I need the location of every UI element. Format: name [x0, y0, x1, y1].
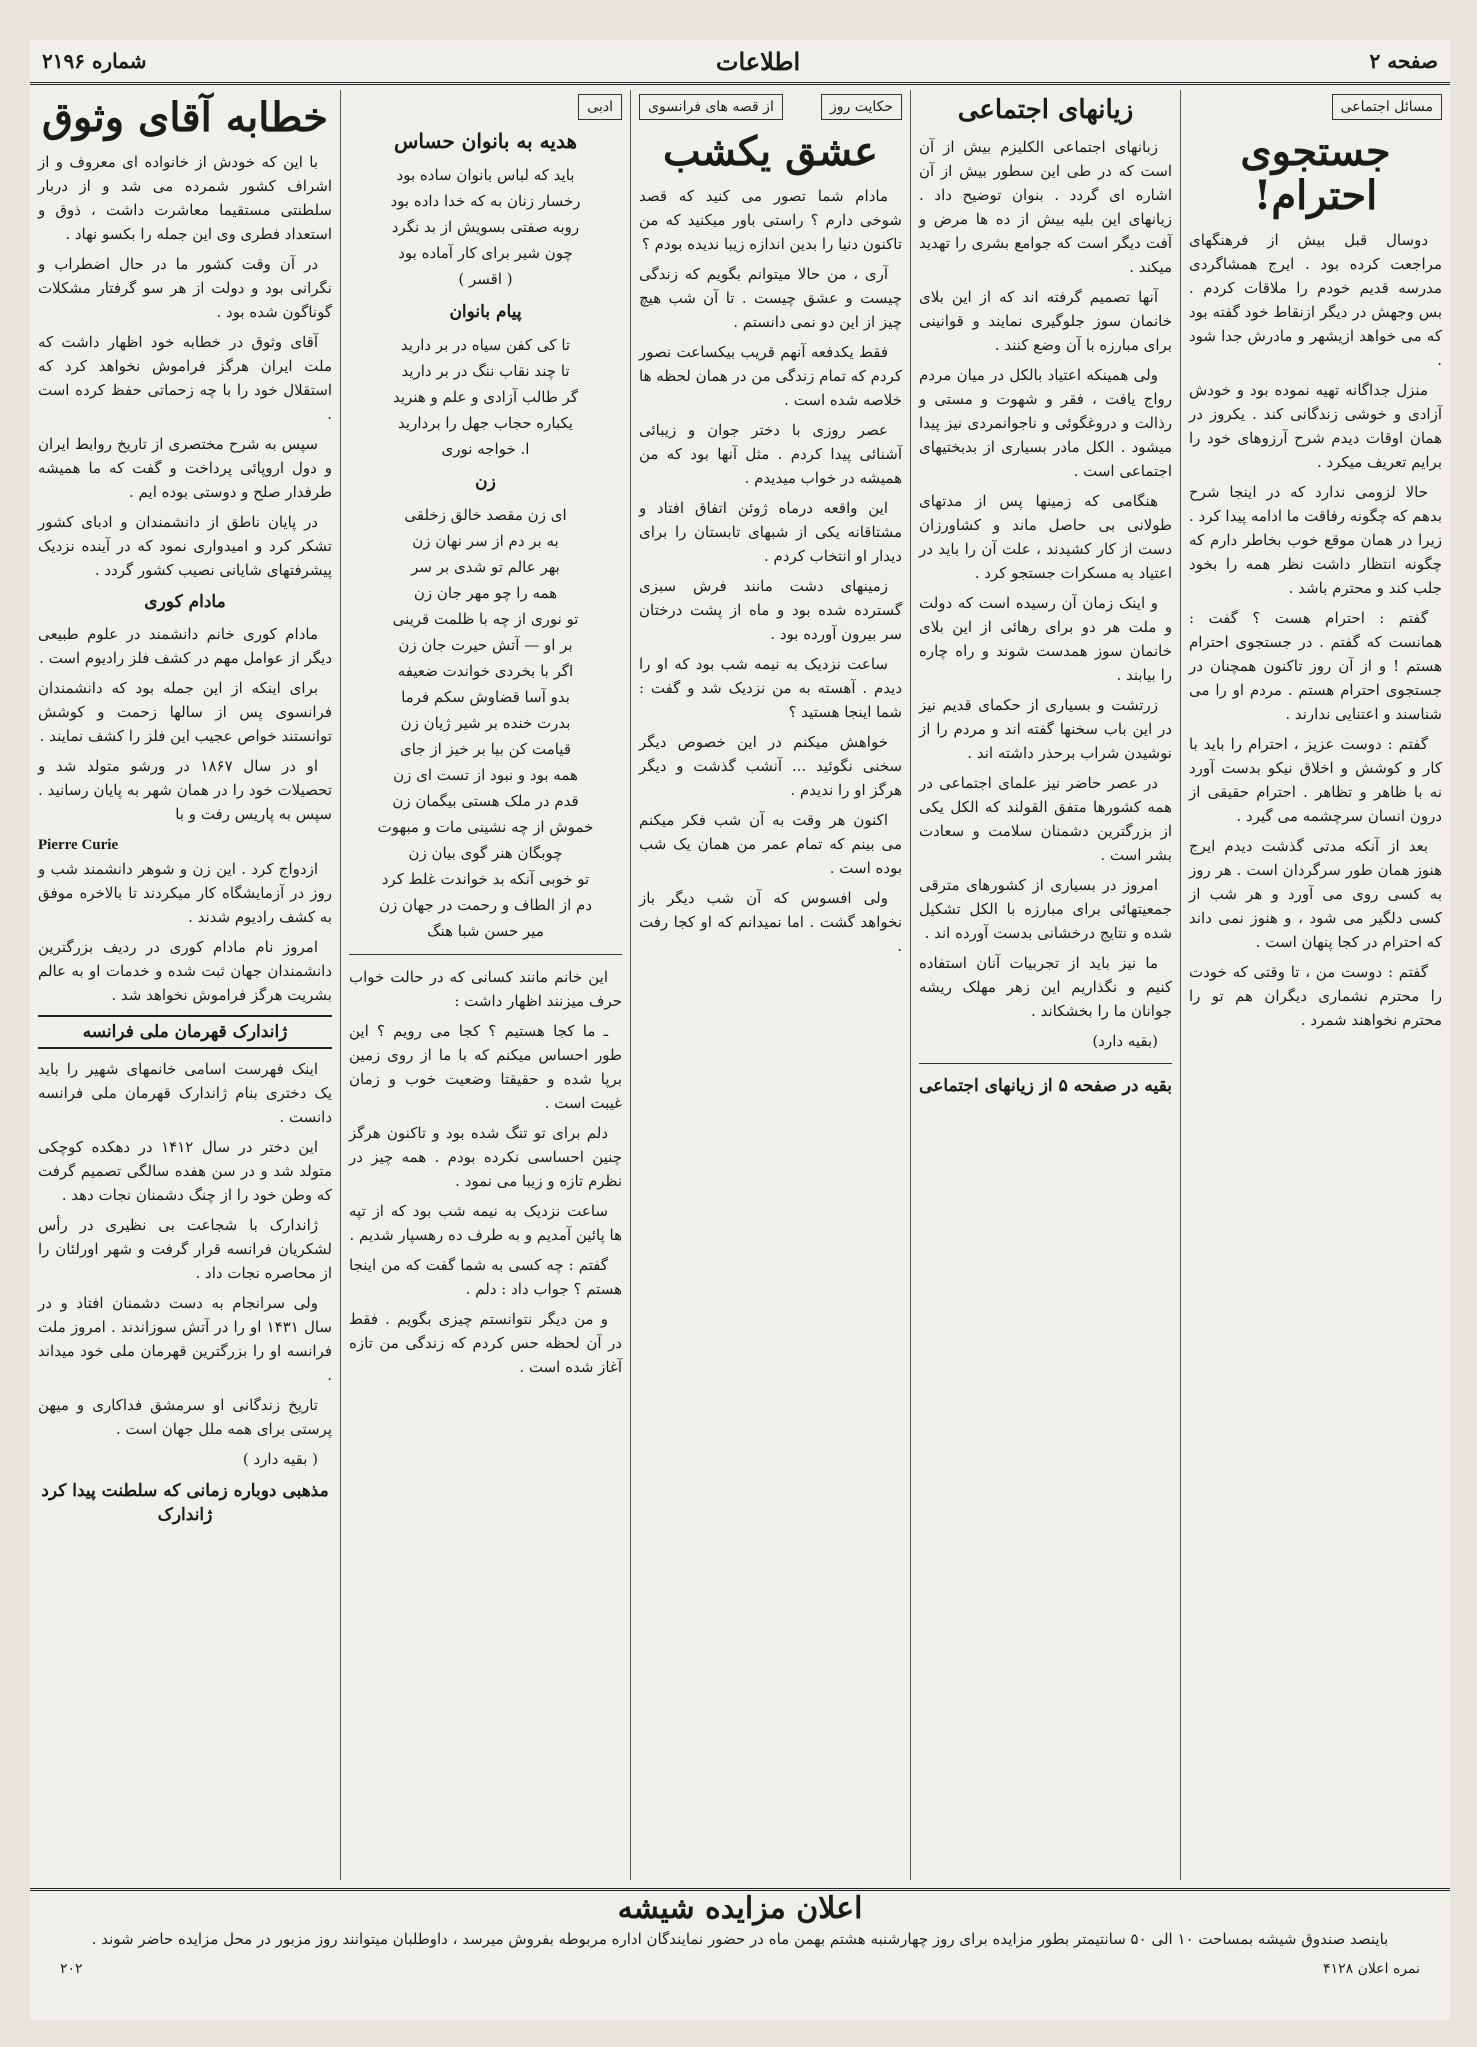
paragraph: زبانهای اجتماعی الکلیزم بیش از آن است که در طی این سطور بیش از آن اشاره ای گردد . بنوان توضیح داد . زیانهای این بلیه بیش از ده ها مرض و آفت دیگر است که جوامع بشری را تهدید میکند .	[919, 137, 1172, 276]
verse-line: بدو آسا قضاوش سکم فرما	[401, 688, 570, 706]
verse-line: رخسار زنان به که خدا داده بود	[390, 192, 581, 210]
headline-gift-to-women: هدیه به بانوان حساس	[393, 129, 578, 153]
subhead-woman: زن	[475, 472, 496, 492]
paragraph: امروز در بسیاری از کشورهای مترقی جمعیتهائی برای مبارزه با الکل تشکیل شده و نتایج درخشانی بدست آورده اند .	[919, 875, 1172, 942]
newspaper-page	[30, 40, 1450, 2020]
paragraph: اکنون هر وقت به آن شب فکر میکنم می بینم که تمام عمر من همان یک شب بوده است .	[639, 811, 902, 877]
subhead-joan-of-arc: ژاندارک قهرمان ملی فرانسه	[38, 1015, 332, 1049]
issue-number: شماره ۲۱۹۶	[42, 49, 147, 73]
kicker-french-tales: از قصه های فرانسوی	[639, 94, 783, 120]
ad-code: ۲۰۲	[60, 1961, 83, 1977]
verse-line: تو نوری از چه با ظلمت قرینی	[392, 610, 579, 628]
section-kicker: ادبی	[578, 94, 622, 120]
paragraph: ژاندارک با شجاعت بی نظیری در رأس لشکریان فرانسه قرار گرفت و شهر اورلئان را از محاصره نجات داد .	[38, 1216, 332, 1282]
story-continuation	[349, 965, 622, 1379]
paragraph: خواهش میکنم در این خصوص دیگر سخنی نگوئید ... آنشب گذشت و دیگر هرگز او را ندیدم .	[639, 733, 902, 799]
divider	[919, 1063, 1172, 1064]
paragraph: هنگامی که زمینها پس از مدتهای طولانی بی حاصل ماند و کشاورزان دست از کار کشیدند ، علت آن را باید در اعتیاد به مسکرات جستجو کرد .	[919, 491, 1172, 582]
verse-line: روبه صفتی بسویش از بد نگرد	[391, 218, 580, 236]
ad-number: نمره اعلان ۴۱۲۸	[1323, 1961, 1420, 1977]
verse-line: تا چند نقاب ننگ در بر دارید	[401, 362, 570, 380]
paragraph: تاریخ زندگانی او سرمشق فداکاری و میهن پرستی برای همه ملل جهان است .	[38, 1396, 332, 1438]
paragraph: ولی سرانجام به دست دشمنان افتاد و در سال ۱۴۳۱ او را در آتش سوزاندند . امروز ملت فرانسه او را بزرگترین قهرمان ملی خود میداند .	[38, 1294, 332, 1384]
verse-line: اگر با بخردی خواندت ضعیفه	[397, 662, 574, 680]
ad-title: اعلان مزایده شیشه	[617, 1891, 863, 1926]
paragraph: ولی همینکه اعتیاد بالکل در میان مردم رواج یافت ، فقر و شهوت و مستی و رذالت و دروغگوئی و ناجوانمردی نیز پیدا میشود . الکل مادر بسیاری از بدبختیهای اجتماعی است .	[919, 365, 1172, 480]
story-kickers	[639, 90, 902, 124]
divider	[349, 954, 622, 955]
paragraph: گفتم : دوست عزیز ، احترام را باید با کار و کوشش و اخلاق نیکو بدست آورد نه با ظاهر و تظاهر . احترام حقیقی از درون انسان سرچشمه می گیرد .	[1189, 735, 1442, 825]
paragraph: اینک فهرست اسامی خانمهای شهیر را باید یک دختری بنام ژاندارک قهرمان ملی فرانسه دانست .	[38, 1060, 332, 1126]
poem-1	[349, 162, 622, 266]
verse-line: خموش از چه نشینی مات و مبهوت	[377, 818, 594, 836]
subhead-madame-curie: مادام کوری	[144, 592, 226, 612]
verse-line: قیامت کن بیا بر خیز از جای	[400, 740, 571, 758]
paragraph: در عصر حاضر نیز علمای اجتماعی در همه کشورها متفق القولند که الکل یکی از بزرگترین دشمنان سلامت و سعادت بشر است .	[919, 773, 1172, 864]
paragraph: ( بقیه دارد )	[242, 1450, 318, 1468]
column-social	[1180, 90, 1450, 1880]
paragraph: (بقیه دارد)	[1092, 1031, 1158, 1050]
continued-note: بقیه در صفحه ۵ از زیانهای اجتماعی	[919, 1075, 1172, 1096]
paragraph: ساعت نزدیک به نیمه شب بود که او را دیدم . آهسته به من نزدیک شد و گفت : شما اینجا هستید ؟	[639, 655, 902, 721]
verse-line: تا کی کفن سیاه در بر دارید	[400, 336, 571, 354]
paragraph: این خانم مانند کسانی که در حالت خواب حرف میزنند اظهار داشت :	[349, 968, 622, 1010]
paragraph: ـ ما کجا هستیم ؟ کجا می رویم ؟ این طور احساس میکنم که با ما از روی زمین برپا شده و حقیقتا وضعیت خوب و زمان غیبت است .	[349, 1022, 622, 1112]
verse-line: همه را چو مهر جان زن	[413, 584, 558, 602]
verse-line: ای زن مقصد خالق زخلقی	[404, 506, 567, 524]
paragraph: و من دیگر نتوانستم چیزی بگویم . فقط در آن لحظه حس کردم که زندگی من تازه آغاز شده است .	[349, 1310, 622, 1376]
paragraph: گفتم : احترام هست ؟ گفت : همانست که گفتم . در جستجوی احترام هستم ! و از آن روز تاکنون همچنان در جستجوی احترام هستم . مردم او را می شناسند و اعتنایی ندارند .	[1189, 609, 1442, 723]
headline-respect: جستجوی احترام!	[1240, 128, 1391, 219]
verse-line: قدم در ملک هستی بیگمان زن	[392, 792, 579, 810]
verse-line: چون شیر برای کار آماده بود	[398, 244, 573, 262]
paragraph: زرتشت و بسیاری از حکمای قدیم نیز در این باب سخنها گفته اند و مردم را از نوشیدن شراب برحذر داشته اند .	[919, 695, 1172, 762]
kicker-daily-tale: حکایت روز	[821, 94, 902, 120]
paragraph: فقط یکدفعه آنهم قریب بیکساعت نصور کردم که تمام زندگی من در همان لحظه ها خلاصه شده است .	[639, 343, 902, 409]
verse-line: گر طالب آزادی و علم و هنرید	[393, 388, 578, 406]
paragraph: دوسال قبل بیش از فرهنگهای مراجعت کرده بود . ایرج همشاگردی مدرسه قدیم خودم را ملاقات کردم . بس وجهش در دیگر ازنقاط خود گفته بود که می خواهد ازیشهر و مادرش جدا شود .	[1189, 231, 1442, 369]
headline-one-night-love: عشق یکشب	[662, 128, 879, 175]
ad-footer	[60, 1957, 1420, 1981]
verse-line: تو خوبی آنکه بد خواندت غلط کرد	[381, 870, 590, 888]
paragraph: سپس به شرح مختصری از تاریخ روابط ایران و دول اروپائی پرداخت و گفت که ما همیشه طرفدار صلح و دوستی بوده ایم .	[38, 435, 332, 501]
verse-line: یکباره حجاب جهل را بردارید	[398, 414, 573, 432]
newspaper-name: اطلاعات	[715, 46, 801, 76]
article-body	[38, 857, 332, 1007]
verse-line: دم از الطاف و رحمت در جهان زن	[378, 896, 593, 914]
ad-text: باینصد صندوق شیشه بمساحت ۱۰ الی ۵۰ سانتیمتر بطور مزایده برای روز چهارشنبه هشتم بهمن ماه در حضور نمایندگان اداره مربوطه بفروش میرسد ، داوطلبان میتوانند روز مزبور در محل مزایده حاضر شوند .	[91, 1930, 1389, 1948]
paragraph: مادام شما تصور می کنید که قصد شوخی دارم ؟ راستی باور میکنید که من تاکنون دنیا را بدین اندازه زیبا ندیده بودم ؟	[639, 187, 902, 253]
paragraph: در آن وقت کشور ما در حال اضطراب و نگرانی بود و دولت از هر سو گرفتار مشکلات گوناگون شده بود .	[38, 255, 332, 321]
article-body	[639, 184, 902, 958]
paragraph: ما نیز باید از تجربیات آنان استفاده کنیم و نگذاریم این زهر مهلک ریشه جوانان ما را بخشکاند .	[919, 953, 1172, 1020]
article-body	[38, 150, 332, 582]
verse-line: همه بود و نبود از تست ای زن	[393, 766, 578, 784]
paragraph: گفتم : چه کسی به شما گفت که من اینجا هستم ؟ جواب داد : دلم .	[349, 1256, 622, 1298]
subhead-womens-message: پیام بانوان	[449, 302, 522, 322]
paragraph: مادام کوری خانم دانشمند در علوم طبیعی دیگر از عوامل مهم در کشف فلز رادیوم است .	[38, 625, 332, 667]
paragraph: برای اینکه از این جمله بود که دانشمندان فرانسوی پس از سالها زحمت و کوشش توانستند خواص عجیب این فلز را کشف نمایند .	[38, 679, 332, 745]
paragraph: زمینهای دشت مانند فرش سبزی گسترده شده بود و ماه از پشت درختان سر بیرون آورده بود .	[639, 577, 902, 643]
verse-line: بر او — آتش حیرت جان زن	[398, 636, 573, 654]
paragraph: آنها تصمیم گرفته اند که از این بلای خانمان سوز جلوگیری نمایند و قوانینی برای مبارزه با آن وضع کنند .	[919, 287, 1172, 354]
paragraph: ازدواج کرد . این زن و شوهر دانشمند شب و روز در آزمایشگاه کار میکردند تا بالاخره موفق به کشف رادیوم شدند .	[38, 860, 332, 926]
section-kicker: مسائل اجتماعی	[1332, 94, 1442, 120]
paragraph: ساعت نزدیک به نیمه شب بود که از تپه ها پائین آمدیم و به طرف ده رهسپار شدیم .	[349, 1202, 622, 1244]
paragraph: حالا لزومی ندارد که در اینجا شرح بدهم که چگونه رفاقت ما ادامه پیدا کرد . زیرا در همان موقع خوب بخاطر دارم که چگونه انتظار داشت نظر همه را بخود جلب کند و محترم باشد .	[1189, 483, 1442, 597]
poem-2	[349, 332, 622, 436]
verse-line: چوبگان هنر گوی بیان زن	[408, 844, 563, 862]
paragraph: منزل جداگانه تهیه نموده بود و خودش آزادی و خوشی زندگانی کند . یکروز در همان اوقات دیدم شرح آرزوهای خود را برایم تعریف میکرد .	[1189, 381, 1442, 471]
poem-2-signature: ا. خواجه نوری	[441, 440, 530, 458]
paragraph: در پایان ناطق از دانشمندان و ادبای کشور تشکر کرد و امیدواری نمود که در آینده نزدیک پیشرفتهای شایانی نصیب کشور گردد .	[38, 513, 332, 579]
paragraph: و اینک زمان آن رسیده است که دولت و ملت هر دو برای رهائی از این بلای خانمان سوز همدست شوند و راه چاره را بیابند .	[919, 593, 1172, 684]
verse-line: باید که لباس بانوان ساده بود	[396, 166, 575, 184]
paragraph: دلم برای تو تنگ شده بود و تاکنون هرگز چنین احساسی نکرده بودم . همه چیز در نظرم تازه و زیبا می نمود .	[349, 1124, 622, 1190]
page-number: صفحه ۲	[1369, 49, 1438, 73]
paragraph: با این که خودش از خانواده ای معروف و از اشراف کشور شمرده می شد و از دربار سلطنتی مستقیما معاشرت داشت ، ذوق و استعداد فطری وی این جمله را بکسو نهاد .	[38, 153, 332, 243]
verse-line: به بر دم از سر نهان زن	[412, 532, 559, 550]
paragraph: این دختر در سال ۱۴۱۲ در دهکده کوچکی متولد شد و در سن هفده سالگی تصمیم گرفت که وطن خود را از چنگ دشمنان نجات دهد .	[38, 1138, 332, 1204]
paragraph: عصر روزی با دختر جوان و زیبائی آشنائی پیدا کردم . مثل آنها بود که من همیشه در خواب میدیدم .	[639, 421, 902, 487]
paragraph: آقای وثوق در خطابه خود اظهار داشت که ملت ایران هرگز فراموش نخواهد کرد که استقلال خود را با چه زحماتی حفظ کرده است .	[38, 333, 332, 423]
poem-3	[349, 502, 622, 918]
masthead	[30, 40, 1450, 85]
headline-vosough-speech: خطابه آقای وثوق	[41, 94, 329, 141]
columns	[30, 90, 1450, 1880]
paragraph: این واقعه درماه ژوئن اتفاق افتاد و مشتاقانه یکی از شبهای تابستان را برای دیدار او انتخاب کردم .	[639, 499, 902, 565]
column-story	[630, 90, 910, 1880]
poem-3-signature: میر حسن شبا هنگ	[427, 922, 544, 940]
paragraph: آری ، من حالا میتوانم بگویم که زندگی چیست و عشق چیست . تا آن شب هیچ چیز از این دو نمی دانستم .	[639, 265, 902, 331]
column-social-harms	[910, 90, 1180, 1880]
paragraph: ولی افسوس که آن شب دیگر باز نخواهد گشت . اما نمیدانم که او کجا رفت .	[639, 889, 902, 955]
column-speech	[30, 90, 340, 1880]
paragraph: بعد از آنکه مدتی گذشت دیدم ایرج هنوز همان طور سرگردان است . هر روز به کسی روی می آورد و هر شب از کسی دلگیر می شود ، و هنوز نمی داند که احترام در کجا پنهان است .	[1189, 837, 1442, 951]
article-body	[919, 135, 1172, 1053]
verse-line: بهر عالم تو شدی بر سر	[411, 558, 560, 576]
column-literary	[340, 90, 630, 1880]
headline-social-harms: زیانهای اجتماعی	[957, 95, 1134, 125]
poem-1-signature: ( اقسر )	[458, 270, 513, 288]
column-footer: مذهبی دوباره زمانی که سلطنت پیدا کرد ژاندارک	[41, 1481, 329, 1525]
paragraph: او در سال ۱۸۶۷ در ورشو متولد شد و تحصیلات خود را در همان شهر به پایان رسانید . سپس به پاریس رفت و با	[38, 757, 332, 823]
paragraph: گفتم : دوست من ، تا وقتی که خودت را محترم نشماری دیگران هم تو را محترم نخواهند شمرد .	[1189, 963, 1442, 1029]
latin-name: Pierre Curie	[38, 837, 119, 853]
article-body	[1189, 228, 1442, 1032]
verse-line: بدرت خنده بر شیر ژیان زن	[400, 714, 571, 732]
article-body	[38, 622, 332, 826]
article-body	[38, 1057, 332, 1471]
paragraph: امروز نام مادام کوری در ردیف بزرگترین دانشمندان جهان ثبت شده و خدمات او به عالم بشریت هرگز فراموش نخواهد شد .	[38, 938, 332, 1004]
auction-advertisement	[30, 1888, 1450, 2020]
